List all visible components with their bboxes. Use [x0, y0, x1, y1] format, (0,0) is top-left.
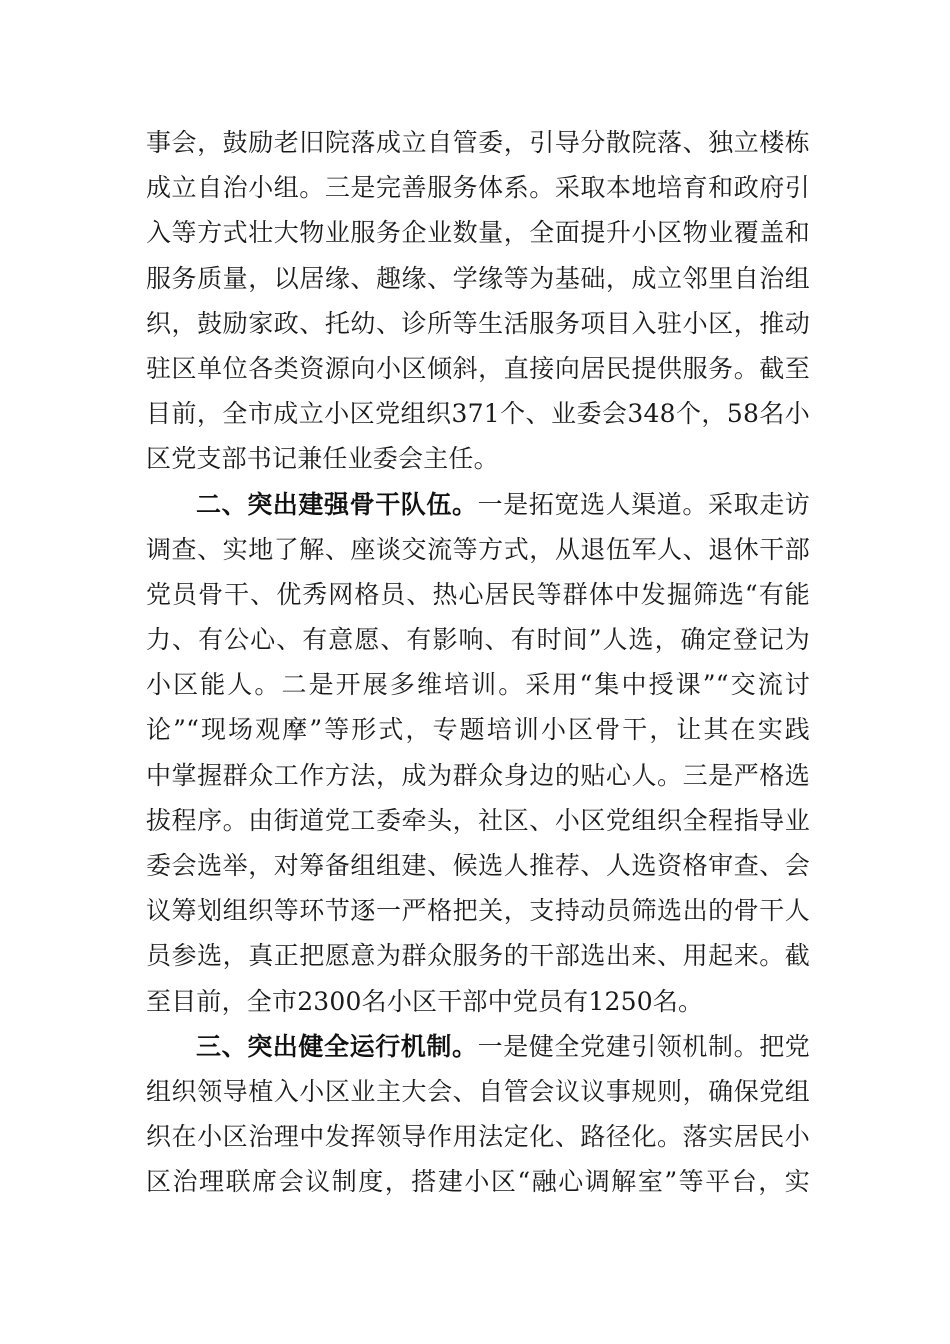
- text-line: 驻区单位各类资源向小区倾斜，直接向居民提供服务。截至: [146, 353, 810, 383]
- paragraph-1: [146, 120, 810, 482]
- text-line: 调查、实地了解、座谈交流等方式，从退伍军人、退休干部: [146, 534, 810, 564]
- text-line: 区治理联席会议制度，搭建小区“融心调解室”等平台，实: [146, 1167, 810, 1197]
- text-line: 织，鼓励家政、托幼、诊所等生活服务项目入驻小区，推动: [146, 308, 810, 338]
- text-line: 服务质量，以居缘、趣缘、学缘等为基础，成立邻里自治组: [146, 263, 810, 293]
- text-line: 至目前，全市2300名小区干部中党员有1250名。: [146, 986, 704, 1016]
- paragraph-3: [146, 1024, 810, 1205]
- text-line: 党员骨干、优秀网格员、热心居民等群体中发掘筛选“有能: [146, 579, 810, 609]
- section-heading: 二、突出建强骨干队伍。: [196, 489, 478, 519]
- text-line: 拔程序。由街道党工委牵头，社区、小区党组织全程指导业: [146, 805, 810, 835]
- text-line: 组织领导植入小区业主大会、自管会议议事规则，确保党组: [146, 1076, 810, 1106]
- text-line: 力、有公心、有意愿、有影响、有时间”人选，确定登记为: [146, 625, 810, 655]
- text-line: 议筹划组织等环节逐一严格把关，支持动员筛选出的骨干人: [146, 896, 810, 926]
- text-line: 论”“现场观摩”等形式，专题培训小区骨干，让其在实践: [146, 715, 810, 745]
- text-line: 区党支部书记兼任业委会主任。: [146, 444, 499, 474]
- text-run: 一是健全党建引领机制。把党: [477, 1031, 811, 1061]
- text-line: 员参选，真正把愿意为群众服务的干部选出来、用起来。截: [146, 941, 810, 971]
- text-line: 委会选举，对筹备组组建、候选人推荐、人选资格审查、会: [146, 851, 810, 880]
- text-line: 目前，全市成立小区党组织371个、业委会348个，58名小: [146, 399, 810, 429]
- paragraph-first-line: [146, 1024, 810, 1069]
- text-line: 小区能人。二是开展多维培训。采用“集中授课”“交流讨: [146, 670, 810, 700]
- document-body: [146, 120, 810, 1205]
- text-line: 中掌握群众工作方法，成为群众身边的贴心人。三是严格选: [146, 760, 810, 790]
- text-line: 织在小区治理中发挥领导作用法定化、路径化。落实居民小: [146, 1122, 810, 1152]
- text-run: 一是拓宽选人渠道。采取走访: [477, 489, 811, 519]
- section-heading: 三、突出健全运行机制。: [196, 1031, 478, 1061]
- text-line: 事会，鼓励老旧院落成立自管委，引导分散院落、独立楼栋: [146, 128, 810, 157]
- paragraph-first-line: [146, 482, 810, 527]
- text-line: 入等方式壮大物业服务企业数量，全面提升小区物业覆盖和: [146, 218, 810, 248]
- paragraph-2: [146, 482, 810, 1024]
- text-line: 成立自治小组。三是完善服务体系。采取本地培育和政府引: [146, 173, 810, 203]
